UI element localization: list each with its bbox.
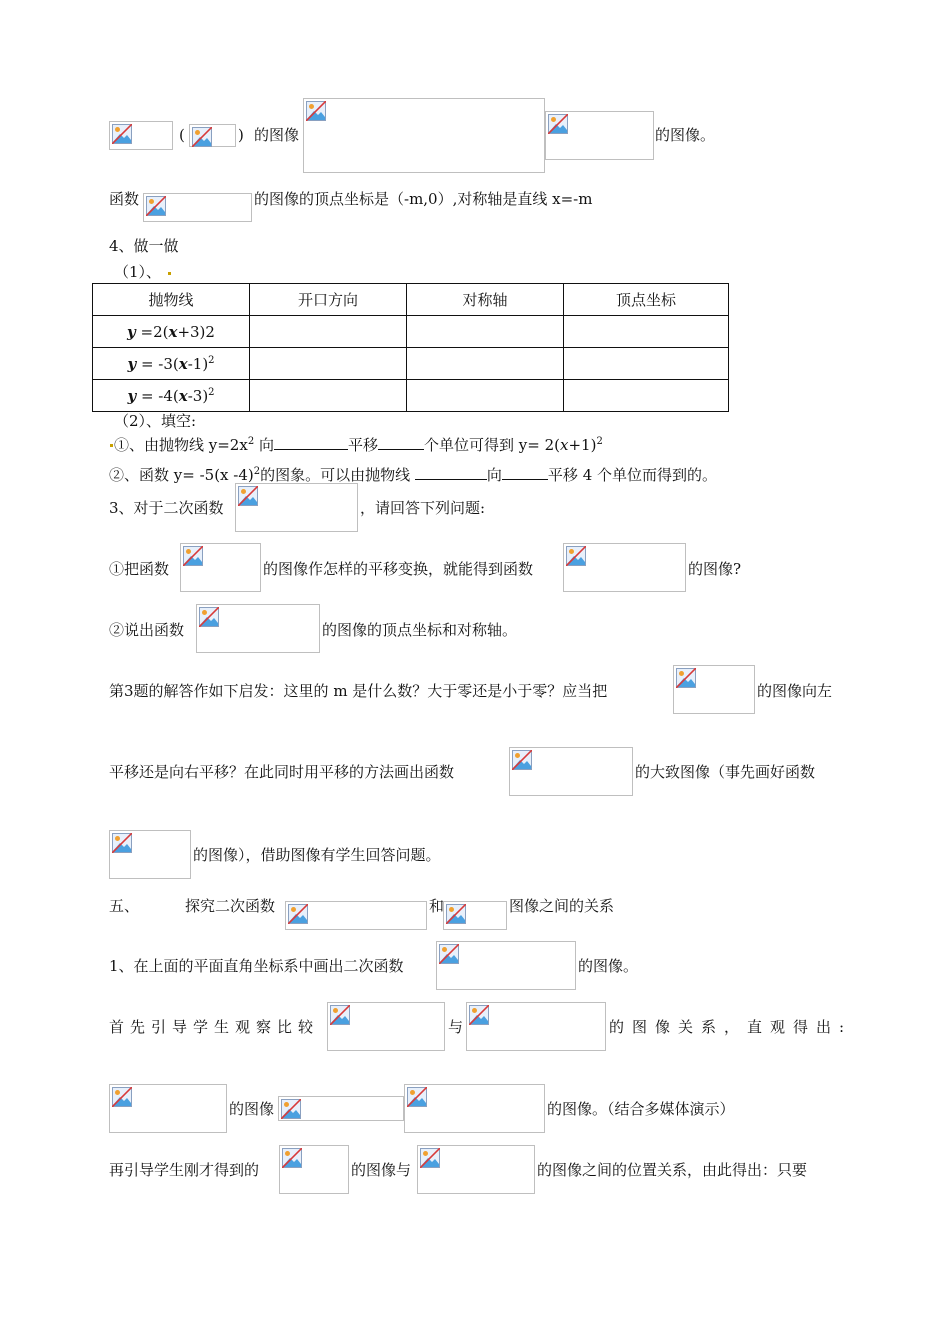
formula-image xyxy=(189,124,236,147)
text: 的图像），借助图像有学生回答问题。 xyxy=(193,846,441,864)
formula-image xyxy=(279,1145,349,1194)
text: 图像之间的关系 xyxy=(509,897,615,915)
sub-heading: （2）、填空: xyxy=(114,412,197,430)
text: ②说出函数 xyxy=(109,621,185,639)
table-cell: $y = -4(x-3)^2$ xyxy=(93,380,250,412)
text: 的图像。（结合多媒体演示） xyxy=(547,1100,735,1118)
formula-image xyxy=(545,111,654,160)
table-cell: $y = -3(x-1)^2$ xyxy=(93,348,250,380)
parabola-table xyxy=(92,283,729,412)
text: 的图像 xyxy=(254,126,300,144)
formula-image xyxy=(673,665,755,714)
table-header: 对称轴 xyxy=(407,284,564,316)
table-cell xyxy=(250,380,407,412)
formula-image xyxy=(466,1002,606,1051)
formula-image xyxy=(443,901,507,930)
formula-image xyxy=(436,941,576,990)
text: 的图像。 xyxy=(578,957,639,975)
table-cell xyxy=(564,316,729,348)
table-cell xyxy=(564,348,729,380)
paren-close: ) xyxy=(238,126,244,144)
table-header: 抛物线 xyxy=(93,284,250,316)
text: 再引导学生刚才得到的 xyxy=(109,1161,260,1179)
formula-image xyxy=(563,543,686,592)
table-cell xyxy=(407,348,564,380)
table-cell: y =2(x+3)2 xyxy=(93,316,250,348)
text: 的图像之间的位置关系，由此得出：只要 xyxy=(537,1161,808,1179)
text: 和 xyxy=(429,897,445,915)
formula-image xyxy=(278,1096,404,1121)
text: 的图像。 xyxy=(655,126,716,144)
formula-image xyxy=(235,483,358,532)
text: 第3题的解答作如下启发：这里的 m 是什么数？大于零还是小于零？应当把 xyxy=(109,682,608,700)
text: 首先引导学生观察比较 xyxy=(109,1018,320,1036)
text: 1、在上面的平面直角坐标系中画出二次函数 xyxy=(109,957,404,975)
formula-image xyxy=(109,830,191,879)
section-heading: 4、做一做 xyxy=(109,237,179,255)
formula-image xyxy=(180,543,261,592)
section-heading: 五、 xyxy=(109,897,140,915)
table-cell xyxy=(407,316,564,348)
formula-image xyxy=(417,1145,535,1194)
formula-image xyxy=(109,121,173,150)
text: 函数 xyxy=(109,190,140,208)
text: 的图像的顶点坐标是（-m,0）,对称轴是直线 x=-m xyxy=(254,190,593,208)
text: 的图像的顶点坐标和对称轴。 xyxy=(322,621,518,639)
table-cell xyxy=(250,348,407,380)
formula-image xyxy=(285,901,427,930)
text: 的图像向左 xyxy=(757,682,833,700)
text: 的图像? xyxy=(688,560,742,578)
table-cell xyxy=(250,316,407,348)
formula-image xyxy=(509,747,633,796)
sub-heading: （1）、 xyxy=(114,263,162,281)
table-cell xyxy=(407,380,564,412)
formula-image xyxy=(404,1084,545,1133)
text: 的大致图像（事先画好函数 xyxy=(635,763,816,781)
table-cell xyxy=(564,380,729,412)
paren-open: ( xyxy=(179,126,185,144)
text: 探究二次函数 xyxy=(185,897,276,915)
text: ①把函数 xyxy=(109,560,170,578)
formula-image xyxy=(303,98,545,173)
text: ，请回答下列问题: xyxy=(360,499,486,517)
text: 3、对于二次函数 xyxy=(109,499,224,517)
formula-image xyxy=(143,193,252,222)
table-header: 开口方向 xyxy=(250,284,407,316)
fill-blank-question-1: ①、由抛物线 $y=2x^2$ 向 平移 个单位可得到 $y= 2(x+1)^2$ xyxy=(114,436,603,454)
mark xyxy=(168,272,171,275)
formula-image xyxy=(196,604,320,653)
text: 的图像与 xyxy=(351,1161,412,1179)
formula-image xyxy=(109,1084,227,1133)
text: 平移还是向右平移？在此同时用平移的方法画出函数 xyxy=(109,763,455,781)
mark xyxy=(110,444,113,447)
text: 的图像作怎样的平移变换，就能得到函数 xyxy=(263,560,534,578)
text: 的图像关系，直观得出: xyxy=(609,1018,853,1036)
text: 与 xyxy=(448,1018,464,1036)
text: 的图像 xyxy=(229,1100,275,1118)
formula-image xyxy=(327,1002,445,1051)
table-header: 顶点坐标 xyxy=(564,284,729,316)
fill-blank-question-2: ②、函数 y= -5(x -4)$^2$的图象。可以由抛物线 向 平移 4 个单位而得到的。 xyxy=(109,466,718,484)
